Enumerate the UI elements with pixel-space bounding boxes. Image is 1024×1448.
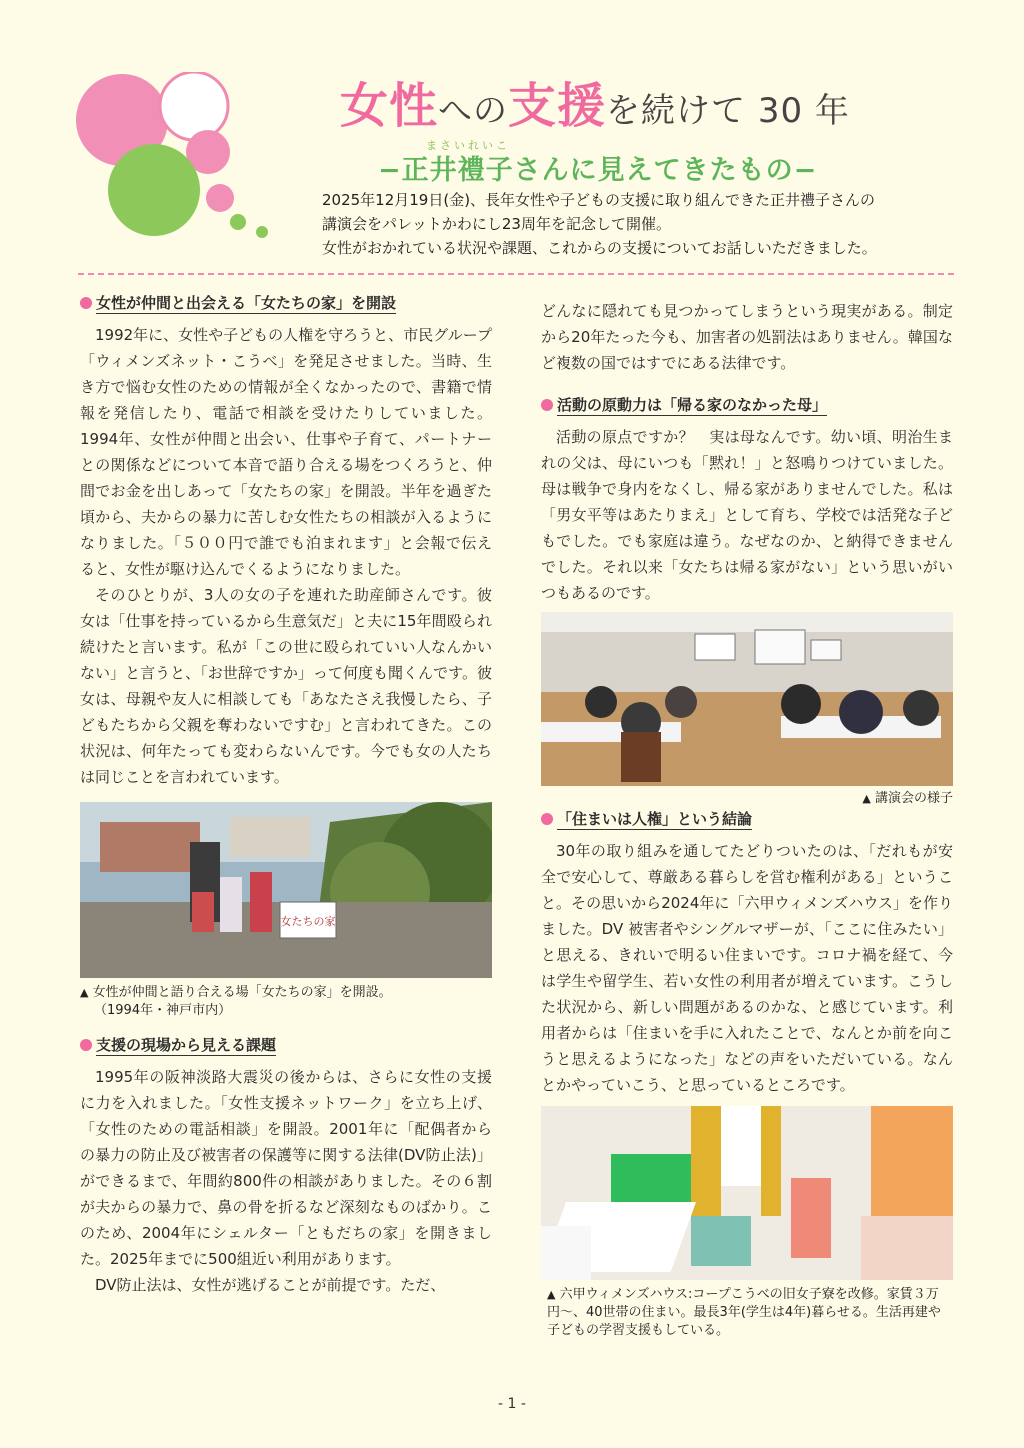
photo2-caption: ▲ 講演会の様子 (862, 791, 953, 806)
photo3-caption: ▲ 六甲ウィメンズハウス:コープこうべの旧女子寮を改修。家賃３万円〜、40世帯の住まい。最長3年(学生は4年)暮らせる。生活再建や子どもの学習支援もしている。 (547, 1287, 941, 1338)
logo-dot-green-small (256, 226, 268, 238)
section-heading-2: 支援の現場から見える課題 (80, 1034, 492, 1056)
photo-womens-house (80, 802, 492, 978)
paragraph: そのひとりが、3人の女の子を連れた助産師さんです。彼女は「仕事を持っているから生意気だ」と夫に15年間殴られ続けたと言います。私が「この世に殴られていい人なんかいない」と言うと、「お世辞ですか」って何度も聞くんです。彼女は、母親や友人に相談しても「あなたさえ我慢したら、子どもたちから父親を奪わないですむ」と言われてきた。この状況は、何年たっても変わらないんです。今でも女の人たちは同じことを言われています。 (80, 586, 492, 786)
logo-petal-green (108, 144, 200, 236)
logo-dot-pink (206, 184, 234, 212)
logo-petal-white (160, 72, 228, 140)
lead-line-2: 講演会をパレットかわにし23周年を記念して開催。 (322, 215, 671, 233)
paragraph: 1995年の阪神淡路大震災の後からは、さらに女性の支援に力を入れました。「女性支援ネットワーク」を立ち上げ、「女性のための電話相談」を開設。2001年に「配偶者からの暴力の防止及び被害者の保護等に関する法律(DV防止法)」ができるまで、年間約800件の相談がありました。その６割が夫からの暴力で、鼻の骨を折るなど深刻なものばかり。このため、2004年にシェルター「ともだちの家」を開きました。2025年までに500組近い利用があります。 (80, 1068, 492, 1268)
bullet-dot (541, 813, 553, 825)
photo-lecture (541, 612, 953, 786)
logo-dot-green (230, 214, 246, 230)
page-title (340, 76, 850, 141)
logo-flower (72, 72, 282, 252)
section-heading-3: 活動の原動力は「帰る家のなかった母」 (541, 394, 953, 416)
caption-triangle-icon: ▲ (547, 1288, 556, 1301)
caption-triangle-icon: ▲ (862, 792, 871, 805)
title-part1: 女性 (340, 78, 439, 134)
paragraph: 活動の原点ですか？ 実は母なんです。幼い頃、明治生まれの父は、母にいつも「黙れ！」と怒鳴りつけていました。母は戦争で身内をなくし、帰る家がありませんでした。私は「男女平等はあたりまえ」として育ち、学校では活発な子どもでした。でも家庭は違う。なぜなのか、と納得できませんでした。それ以来「女たちは帰る家がない」という思いがいつもあるのです。 (541, 428, 953, 602)
section-heading-4: 「住まいは人権」という結論 (541, 808, 953, 830)
right-column (541, 298, 953, 1340)
lead-text (322, 188, 962, 260)
bullet-dot (541, 399, 553, 411)
title-part2: への (438, 91, 509, 131)
header-divider (78, 273, 954, 275)
title-part4: を続けて 30 年 (606, 91, 850, 131)
left-column (80, 292, 492, 1298)
paragraph: 1992年に、女性や子どもの人権を守ろうと、市民グループ「ウィメンズネット・こうべ」を発足させました。当時、生き方で悩む女性のための情報が全くなかったので、書籍で情報を発信したり、電話で相談を受けたりしていました。1994年、女性が仲間と出会い、仕事や子育て、パートナーとの関係などについて本音で語り合える場をつくろうと、仲間でお金を出しあって「女たちの家」を開設。半年を過ぎた頃から、夫からの暴力に苦しむ女性たちの相談が入るようになりました。「５００円で誰でも泊まれます」と会報で伝えると、女性が駆け込んでくるようになりました。 (80, 326, 492, 578)
paragraph: どんなに隠れても見つかってしまうという現実がある。制定から20年たった今も、加害者の処罰法はありません。韓国など複数の国ではすでにある法律です。 (541, 302, 953, 372)
title-part3: 支援 (508, 78, 607, 134)
page-number: - 1 - (498, 1396, 526, 1412)
subtitle-ruby: まさいれいこ (426, 139, 510, 152)
photo1-sign: 女たちの家 (280, 915, 336, 928)
section-body-3 (541, 424, 953, 606)
section-body-4 (541, 838, 953, 1098)
section-body-2 (80, 1064, 492, 1298)
subtitle: −正井禮子さんに見えてきたもの− (378, 155, 818, 186)
section-body-1 (80, 322, 492, 790)
lead-line-1: 2025年12月19日(金)、長年女性や子どもの支援に取り組んできた正井禮子さんの (322, 191, 876, 209)
paragraph: 30年の取り組みを通してたどりついたのは、「だれもが安全で安心して、尊厳ある暮らしを営む権利がある」ということ。その思いから2024年に「六甲ウィメンズハウス」を作りました。DV 被害者やシングルマザーが、「ここに住みたい」と思える、きれいで明るい住まいです。コロナ禍を経て、今は学生や留学生、若い女性の利用者が増えています。こうした状況から、新しい問題があるのかな、と感じています。利用者からは「住まいを手に入れたことで、なんとか前を向こうと思えるようになった」などの声をいただいている。なんとかやっていこう、と思っているところです。 (541, 842, 953, 1094)
paragraph: DV防止法は、女性が逃げることが前提です。ただ、 (95, 1276, 446, 1294)
photo-rokko-house (541, 1106, 953, 1280)
section-heading-1: 女性が仲間と出会える「女たちの家」を開設 (80, 292, 492, 314)
lead-line-3: 女性がおかれている状況や課題、これからの支援についてお話しいただきました。 (322, 239, 877, 257)
bullet-dot (80, 1039, 92, 1051)
caption-triangle-icon: ▲ (80, 986, 89, 999)
bullet-dot (80, 297, 92, 309)
photo1-caption: ▲ 女性が仲間と語り合える場「女たちの家」を開設。 （1994年・神戸市内） (80, 985, 392, 1018)
section-body-2-cont (541, 298, 953, 376)
